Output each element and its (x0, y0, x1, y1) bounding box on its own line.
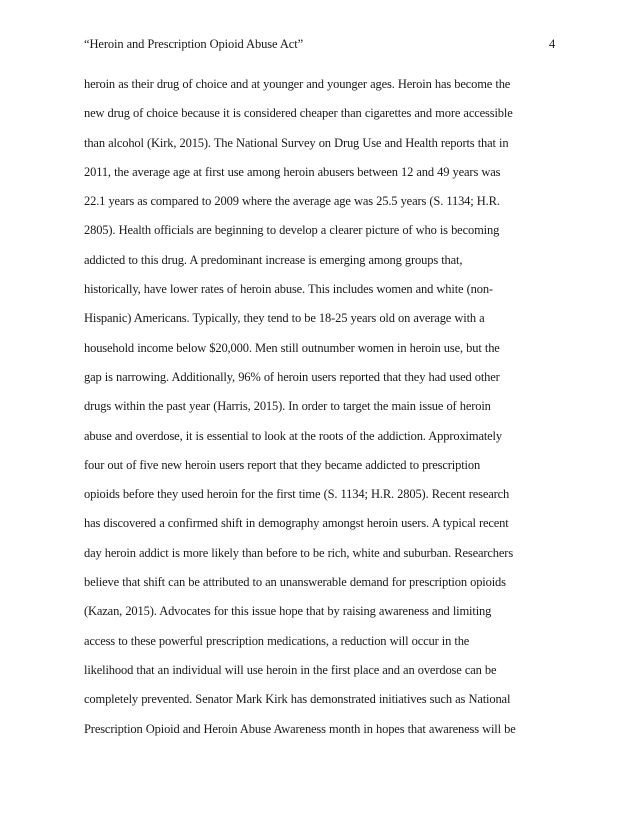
text-line: 2805). Health officials are beginning to develop a clearer picture of who is becoming (84, 223, 500, 238)
body-paragraph (84, 70, 556, 744)
text-line: heroin as their drug of choice and at younger and younger ages. Heroin has become the (84, 77, 511, 91)
text-line: believe that shift can be attributed to an unanswerable demand for prescription opioids (84, 575, 506, 590)
text-line: opioids before they used heroin for the first time (S. 1134; H.R. 2805). Recent research (84, 487, 510, 502)
text-line: drugs within the past year (Harris, 2015). In order to target the main issue of heroin (84, 399, 491, 414)
page-number: 4 (549, 37, 556, 51)
text-line: Prescription Opioid and Heroin Abuse Awareness month in hopes that awareness will be (84, 721, 516, 736)
text-line: likelihood that an individual will use heroin in the first place and an overdose can be (84, 662, 497, 677)
text-line: abuse and overdose, it is essential to look at the roots of the addiction. Approximately (84, 428, 502, 443)
text-line: (Kazan, 2015). Advocates for this issue hope that by raising awareness and limiting (84, 604, 492, 619)
text-line: historically, have lower rates of heroin abuse. This includes women and white (non- (84, 282, 493, 297)
text-line: 2011, the average age at first use among heroin abusers between 12 and 49 years was (84, 164, 501, 179)
text-line: household income below $20,000. Men still outnumber women in heroin use, but the (84, 340, 500, 355)
text-line: 22.1 years as compared to 2009 where the average age was 25.5 years (S. 1134; H.R. (84, 194, 500, 209)
running-head: “Heroin and Prescription Opioid Abuse Act” (84, 37, 304, 51)
text-line: Hispanic) Americans. Typically, they tend to be 18-25 years old on average with a (84, 311, 485, 326)
text-line: than alcohol (Kirk, 2015). The National Survey on Drug Use and Health reports that in (84, 135, 509, 150)
text-line: completely prevented. Senator Mark Kirk has demonstrated initiatives such as National (84, 692, 511, 707)
text-line: addicted to this drug. A predominant increase is emerging among groups that, (84, 252, 463, 267)
text-line: four out of five new heroin users report that they became addicted to prescription (84, 457, 481, 472)
text-line: gap is narrowing. Additionally, 96% of heroin users reported that they had used other (84, 369, 500, 384)
text-line: has discovered a confirmed shift in demography amongst heroin users. A typical recent (84, 516, 509, 531)
text-line: access to these powerful prescription medications, a reduction will occur in the (84, 633, 470, 648)
text-line: new drug of choice because it is considered cheaper than cigarettes and more accessible (84, 106, 513, 121)
text-line: day heroin addict is more likely than before to be rich, white and suburban. Researchers (84, 545, 514, 560)
